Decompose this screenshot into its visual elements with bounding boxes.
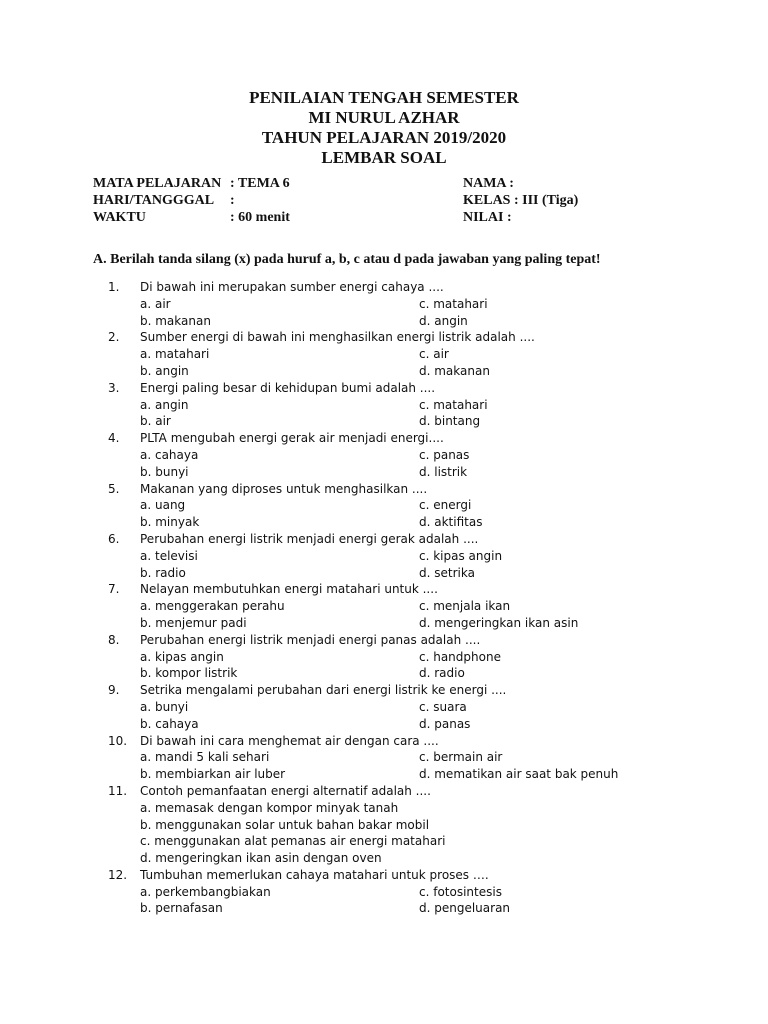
question-text: Perubahan energi listrik menjadi energi panas adalah .... [140, 632, 481, 647]
answer-option-d[interactable]: d. setrika [419, 565, 475, 580]
question-list [0, 279, 768, 917]
answer-option-c[interactable]: c. matahari [419, 296, 488, 311]
option-row [0, 363, 768, 380]
question-item [0, 380, 768, 397]
answer-option-d[interactable]: d. mengeringkan ikan asin dengan oven [140, 851, 382, 866]
answer-option-c[interactable]: c. menggunakan alat pemanas air energi matahari [140, 834, 446, 849]
answer-option-a[interactable]: a. menggerakan perahu [140, 599, 285, 614]
question-number: 1. [108, 280, 120, 294]
question-number: 3. [108, 380, 120, 395]
question-text: PLTA mengubah energi gerak air menjadi energi.... [140, 431, 444, 446]
question-item [0, 632, 768, 649]
answer-option-d[interactable]: d. pengeluaran [419, 901, 511, 916]
subject-label: MATA PELAJARAN [93, 176, 222, 191]
answer-option-a[interactable]: a. cahaya [140, 447, 199, 462]
answer-option-c[interactable]: c. handphone [419, 649, 501, 664]
option-row [0, 397, 768, 414]
question-number: 2. [108, 330, 120, 345]
question-item [0, 430, 768, 447]
answer-option-a[interactable]: a. air [140, 296, 171, 311]
answer-option-b[interactable]: b. membiarkan air luber [140, 767, 286, 782]
option-row [0, 464, 768, 481]
answer-option-c[interactable]: c. panas [419, 447, 470, 462]
answer-option-c[interactable]: c. air [419, 347, 449, 362]
answer-option-b[interactable]: b. menggunakan solar untuk bahan bakar mobil [140, 817, 430, 832]
score-field: NILAI : [463, 210, 512, 225]
option-row [0, 749, 768, 766]
question-item [0, 867, 768, 884]
answer-option-a[interactable]: a. matahari [140, 347, 210, 362]
answer-option-b[interactable]: b. minyak [140, 515, 200, 530]
question-text: Tumbuhan memerlukan cahaya matahari untuk proses …. [140, 867, 489, 882]
time-value: : 60 menit [230, 210, 290, 225]
section-a-instruction: A. Berilah tanda silang (x) pada huruf a, b, c atau d pada jawaban yang paling tepat! [93, 252, 601, 267]
option-row [0, 548, 768, 565]
question-text: Di bawah ini cara menghemat air dengan cara .... [140, 733, 439, 748]
answer-option-a[interactable]: a. perkembangbiakan [140, 884, 271, 899]
question-text: Sumber energi di bawah ini menghasilkan energi listrik adalah .... [140, 330, 535, 345]
option-row [0, 615, 768, 632]
answer-option-c[interactable]: c. matahari [419, 397, 488, 412]
question-number: 7. [108, 582, 120, 597]
question-item [0, 783, 768, 800]
question-number: 10. [108, 733, 128, 748]
sheet-label: LEMBAR SOAL [321, 148, 447, 167]
option-row [0, 800, 768, 817]
question-item [0, 329, 768, 346]
option-row [0, 598, 768, 615]
option-row [0, 699, 768, 716]
answer-option-d[interactable]: d. panas [419, 716, 471, 731]
answer-option-a[interactable]: a. angin [140, 397, 189, 412]
option-row [0, 514, 768, 531]
option-row [0, 413, 768, 430]
answer-option-c[interactable]: c. menjala ikan [419, 599, 511, 614]
question-text: Nelayan membutuhkan energi matahari untuk .... [140, 582, 438, 597]
question-item [0, 733, 768, 750]
answer-option-d[interactable]: d. radio [419, 666, 465, 681]
answer-option-b[interactable]: b. radio [140, 565, 186, 580]
question-item [0, 581, 768, 598]
answer-option-d[interactable]: d. bintang [419, 414, 481, 429]
question-text: Setrika mengalami perubahan dari energi listrik ke energi .... [140, 683, 507, 698]
school-name: MI NURUL AZHAR [308, 108, 460, 127]
answer-option-a[interactable]: a. mandi 5 kali sehari [140, 750, 270, 765]
answer-option-a[interactable]: a. televisi [140, 548, 198, 563]
option-row [0, 649, 768, 666]
info-row [93, 175, 693, 192]
exam-header [0, 88, 768, 168]
answer-option-d[interactable]: d. angin [419, 313, 468, 328]
answer-option-b[interactable]: b. makanan [140, 313, 211, 328]
option-row [0, 900, 768, 917]
question-number: 12. [108, 867, 128, 882]
question-item [0, 481, 768, 498]
answer-option-a[interactable]: a. uang [140, 498, 186, 513]
class-field: KELAS : III (Tiga) [463, 193, 579, 208]
question-number: 8. [108, 632, 120, 647]
option-row [0, 447, 768, 464]
answer-option-c[interactable]: c. energi [419, 498, 472, 513]
question-text: Energi paling besar di kehidupan bumi adalah .... [140, 380, 436, 395]
subject-value: : TEMA 6 [230, 176, 290, 191]
option-row [0, 346, 768, 363]
option-row [0, 497, 768, 514]
question-text: Di bawah ini merupakan sumber energi cahaya .... [140, 280, 444, 294]
name-field: NAMA : [463, 176, 514, 191]
answer-option-a[interactable]: a. memasak dengan kompor minyak tanah [140, 800, 399, 815]
question-item [0, 279, 768, 296]
answer-option-d[interactable]: d. aktifitas [419, 515, 483, 530]
answer-option-b[interactable]: b. menjemur padi [140, 615, 247, 630]
option-row [0, 817, 768, 834]
time-label: WAKTU [93, 210, 146, 225]
option-row [0, 766, 768, 783]
option-row [0, 850, 768, 867]
info-row [93, 209, 693, 226]
question-item [0, 682, 768, 699]
answer-option-c[interactable]: c. kipas angin [419, 548, 503, 563]
answer-option-b[interactable]: b. bunyi [140, 464, 189, 479]
answer-option-a[interactable]: a. bunyi [140, 699, 189, 714]
answer-option-c[interactable]: c. suara [419, 699, 467, 714]
option-row [0, 313, 768, 330]
exam-info [93, 175, 693, 226]
answer-option-a[interactable]: a. kipas angin [140, 649, 224, 664]
answer-option-d[interactable]: d. listrik [419, 464, 468, 479]
answer-option-c[interactable]: c. bermain air [419, 750, 503, 765]
date-label: HARI/TANGGGAL [93, 193, 215, 208]
answer-option-b[interactable]: b. pernafasan [140, 901, 223, 916]
answer-option-b[interactable]: b. kompor listrik [140, 666, 238, 681]
question-text: Makanan yang diproses untuk menghasilkan .... [140, 481, 428, 496]
answer-option-d[interactable]: d. mengeringkan ikan asin [419, 615, 579, 630]
question-number: 9. [108, 683, 120, 698]
answer-option-d[interactable]: d. makanan [419, 363, 490, 378]
academic-year: TAHUN PELAJARAN 2019/2020 [261, 128, 507, 147]
answer-option-b[interactable]: b. air [140, 414, 171, 429]
option-row [0, 833, 768, 850]
question-text: Contoh pemanfaatan energi alternatif adalah .... [140, 783, 431, 798]
question-text: Perubahan energi listrik menjadi energi gerak adalah .... [140, 531, 479, 546]
answer-option-c[interactable]: c. fotosintesis [419, 884, 502, 899]
option-row [0, 296, 768, 313]
option-row [0, 884, 768, 901]
info-row [93, 192, 693, 209]
option-row [0, 716, 768, 733]
question-number: 6. [108, 531, 120, 546]
option-row [0, 665, 768, 682]
answer-option-b[interactable]: b. cahaya [140, 716, 199, 731]
answer-option-b[interactable]: b. angin [140, 363, 189, 378]
question-number: 11. [108, 783, 128, 798]
answer-option-d[interactable]: d. mematikan air saat bak penuh [419, 767, 619, 782]
date-value: : [230, 193, 235, 208]
exam-title: PENILAIAN TENGAH SEMESTER [249, 88, 519, 107]
option-row [0, 565, 768, 582]
question-item [0, 531, 768, 548]
question-number: 5. [108, 481, 120, 496]
question-number: 4. [108, 431, 120, 446]
